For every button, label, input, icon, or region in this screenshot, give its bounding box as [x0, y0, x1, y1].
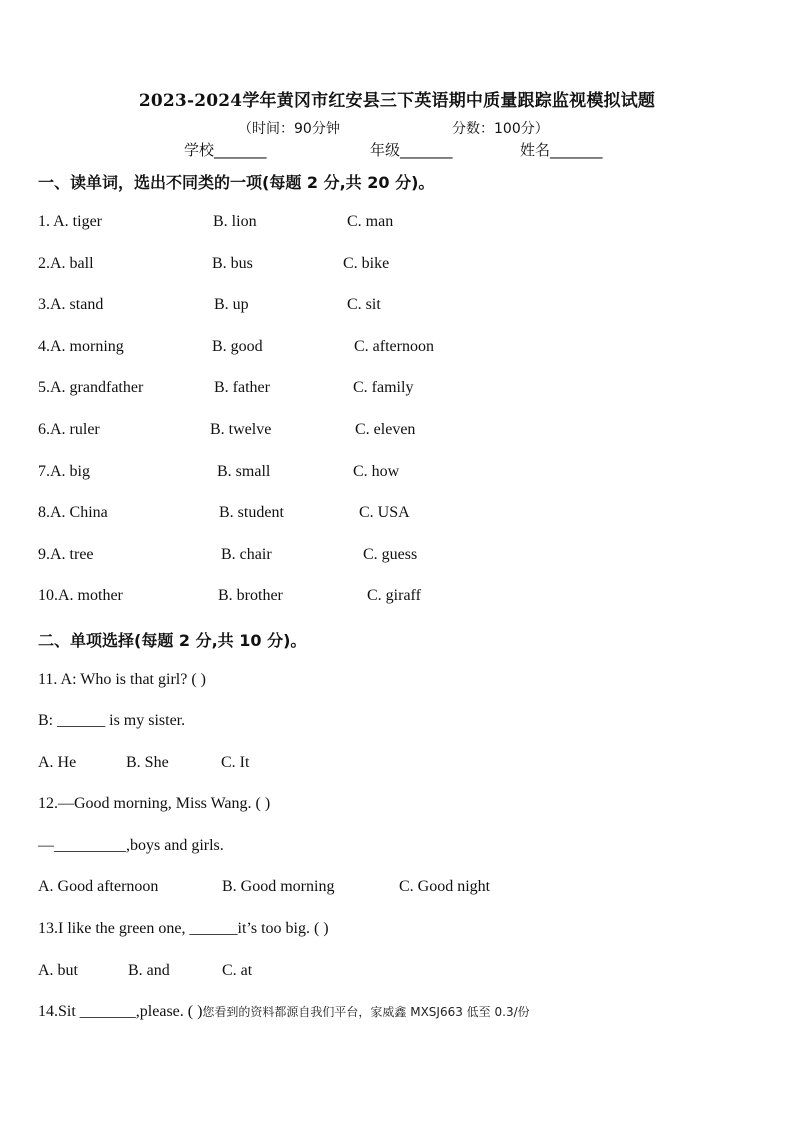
question-7-option-c: C. how [353, 463, 400, 480]
question-5-option-c: C. family [353, 379, 414, 396]
section-heading-2: 二、单项选择(每题 2 分,共 10 分)。 [38, 631, 307, 650]
question-4-option-b: B. good [212, 338, 263, 355]
question-2-option-c: C. bike [343, 255, 390, 272]
section-heading-1: 一、读单词，选出不同类的一项(每题 2 分,共 20 分)。 [38, 173, 435, 192]
question-13-option-b: B. and [128, 962, 170, 979]
question-12-stem: 12.—Good morning, Miss Wang. ( ) [38, 795, 271, 812]
question-1-option-b: B. lion [213, 213, 257, 230]
question-1-option-c: C. man [347, 213, 394, 230]
question-12-option-c: C. Good night [399, 878, 491, 895]
question-11-option-a: A. He [38, 754, 77, 771]
page-title: 2023-2024学年黄冈市红安县三下英语期中质量跟踪监视模拟试题 [138, 91, 656, 111]
question-4-option-a: 4.A. morning [38, 338, 124, 355]
exam-score: 分数：100分） [452, 121, 549, 137]
question-8-option-b: B. student [219, 504, 284, 521]
question-14-row [38, 1003, 530, 1021]
question-13-option-a: A. but [38, 962, 78, 979]
question-6-option-b: B. twelve [210, 421, 272, 438]
question-10-option-b: B. brother [218, 587, 283, 604]
question-12-option-a: A. Good afternoon [38, 878, 159, 895]
question-3-option-a: 3.A. stand [38, 296, 104, 313]
school-field: 学校_______ [184, 141, 267, 159]
question-13-stem: 13.I like the green one, ______it’s too big. ( ) [38, 920, 329, 937]
grade-field: 年级_______ [370, 141, 453, 159]
question-12-option-b: B. Good morning [222, 878, 335, 895]
question-1-option-a: 1. A. tiger [38, 213, 102, 230]
question-11-option-b: B. She [126, 754, 169, 771]
question-10-option-a: 10.A. mother [38, 587, 123, 604]
watermark-note: 您看到的资料都源自我们平台，家威鑫 MXSJ663 低至 0.3/份 [202, 1005, 530, 1019]
question-8-option-c: C. USA [359, 504, 410, 521]
question-7-option-b: B. small [217, 463, 271, 480]
question-14-stem: 14.Sit _______,please. ( ) [38, 1003, 203, 1020]
question-6-option-c: C. eleven [355, 421, 416, 438]
question-11-stem: 11. A: Who is that girl? ( ) [38, 671, 206, 688]
question-7-option-a: 7.A. big [38, 463, 90, 480]
question-11-line2: B: ______ is my sister. [38, 712, 186, 729]
question-3-option-c: C. sit [347, 296, 381, 313]
exam-time: （时间：90分钟 [238, 121, 340, 137]
question-12-line2: —_________,boys and girls. [38, 837, 224, 854]
question-9-option-b: B. chair [221, 546, 272, 563]
name-field: 姓名_______ [520, 141, 603, 159]
question-2-option-a: 2.A. ball [38, 255, 94, 272]
question-13-option-c: C. at [222, 962, 253, 979]
question-6-option-a: 6.A. ruler [38, 421, 100, 438]
question-9-option-a: 9.A. tree [38, 546, 94, 563]
question-3-option-b: B. up [214, 296, 249, 313]
question-2-option-b: B. bus [212, 255, 253, 272]
question-5-option-a: 5.A. grandfather [38, 379, 144, 396]
question-4-option-c: C. afternoon [354, 338, 434, 355]
question-11-option-c: C. It [221, 754, 250, 771]
question-5-option-b: B. father [214, 379, 270, 396]
question-10-option-c: C. giraff [367, 587, 421, 604]
question-8-option-a: 8.A. China [38, 504, 108, 521]
question-9-option-c: C. guess [363, 546, 418, 563]
